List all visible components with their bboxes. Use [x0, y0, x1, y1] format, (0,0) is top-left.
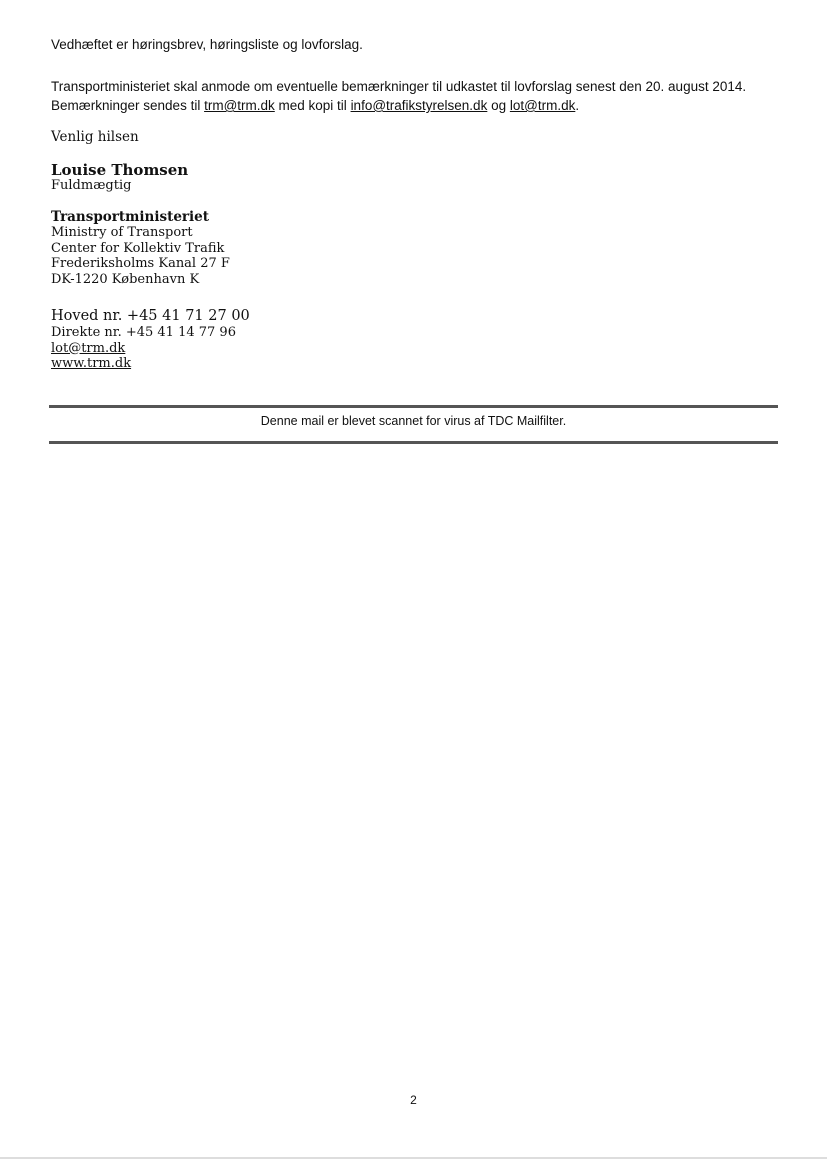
main-phone: Hoved nr. +45 41 71 27 00: [51, 308, 250, 324]
address-line: DK-1220 København K: [51, 271, 200, 287]
body-paragraph: [51, 77, 771, 115]
signature-org: Transportministeriet: [51, 209, 209, 225]
page-number: 2: [410, 1093, 417, 1107]
email-link-lot[interactable]: lot@trm.dk: [509, 98, 576, 113]
address-line: Frederiksholms Kanal 27 F: [51, 256, 230, 272]
intro-text: Vedhæftet er høringsbrev, høringsliste og lovforslag.: [51, 37, 363, 52]
address-line: Center for Kollektiv Trafik: [51, 240, 225, 256]
scan-notice: Denne mail er blevet scannet for virus af TDC Mailfilter.: [260, 414, 567, 428]
signature-email-link[interactable]: lot@trm.dk: [51, 340, 126, 356]
divider-top: [49, 405, 778, 408]
signature-address: [51, 225, 230, 287]
greeting: Venlig hilsen: [51, 129, 139, 145]
paragraph-text-mid1: med kopi til: [274, 98, 351, 113]
signature-web-link[interactable]: www.trm.dk: [51, 356, 132, 372]
signature-contact: [51, 309, 250, 372]
direct-phone: Direkte nr. +45 41 14 77 96: [51, 324, 236, 340]
paragraph-text-end: .: [575, 98, 580, 113]
signature-name: Louise Thomsen: [51, 161, 189, 179]
signature-title: Fuldmægtig: [51, 178, 132, 193]
email-link-trafikstyrelsen[interactable]: info@trafikstyrelsen.dk: [350, 98, 488, 113]
divider-bottom: [49, 441, 778, 444]
page-bottom-edge: [0, 1157, 827, 1159]
address-line: Ministry of Transport: [51, 225, 193, 240]
paragraph-text-before: Transportministeriet skal anmode om eventuelle bemærkninger til udkastet til lovforslag senest den 20. august 2014. Bemærkninger sendes til: [51, 79, 747, 113]
email-link-trm[interactable]: trm@trm.dk: [204, 98, 275, 113]
paragraph-text-mid2: og: [487, 98, 510, 113]
